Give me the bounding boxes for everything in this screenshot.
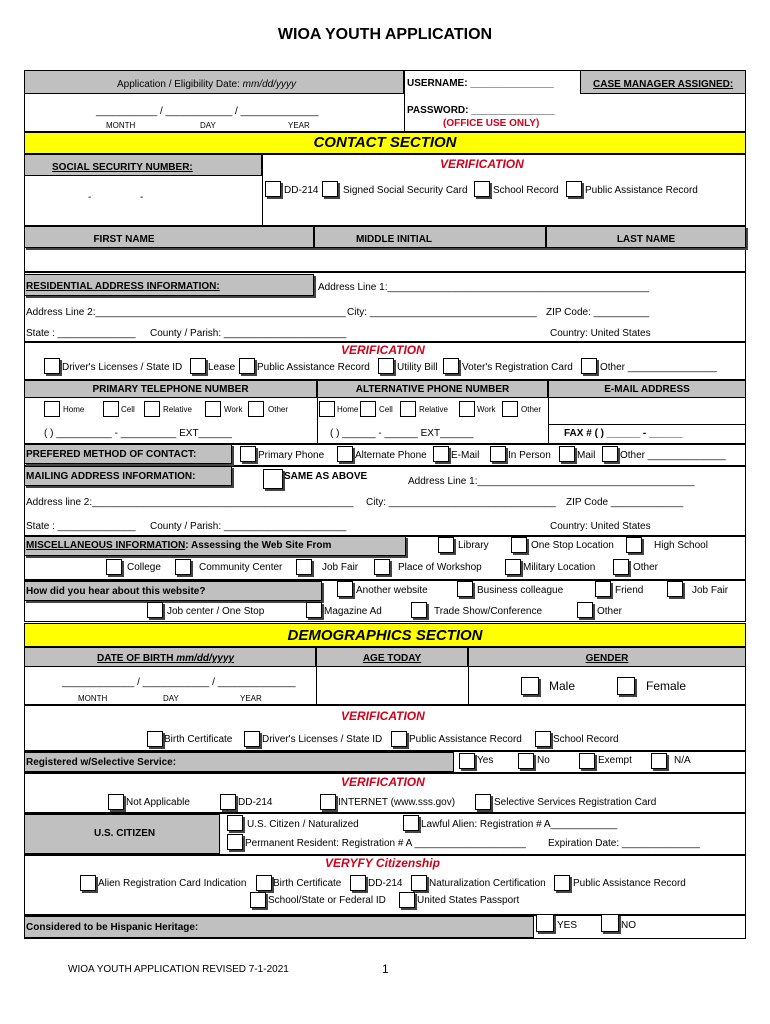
job-center-checkbox[interactable] (147, 602, 163, 618)
utility-bill-checkbox[interactable] (378, 358, 394, 374)
primary-other-label: Other (268, 405, 289, 414)
dob-field[interactable]: _____________ / ____________ / ______________ (62, 677, 296, 688)
public-assistance2-label: Public Assistance Record (257, 362, 370, 373)
voter-registration-label: Voter's Registration Card (462, 362, 573, 373)
pref-alt-phone-checkbox[interactable] (337, 446, 353, 462)
middle-initial-label: MIDDLE INITIAL (355, 234, 433, 245)
selective-no-label: No (537, 755, 550, 766)
demo-dd214-label: DD-214 (238, 797, 273, 808)
library-label: Library (458, 540, 489, 551)
school-record-checkbox[interactable] (474, 181, 490, 197)
public-assistance2-checkbox[interactable] (239, 358, 255, 374)
footer-revision: WIOA YOUTH APPLICATION REVISED 7-1-2021 (68, 964, 289, 975)
gender-label: GENDER (585, 653, 629, 664)
hispanic-yes-checkbox[interactable] (536, 914, 554, 932)
selective-na-label: N/A (674, 755, 691, 766)
permanent-resident-label: Permanent Resident: Registration # A ____________________ (245, 838, 526, 849)
app-date-label: Application / Eligibility Date: mm/dd/yyyy (117, 79, 296, 90)
primary-phone-label: PRIMARY TELEPHONE NUMBER (92, 384, 249, 395)
verify-citizenship-heading: VERYFY Citizenship (325, 856, 440, 870)
pref-primary-phone-label: Primary Phone (258, 450, 325, 461)
alt-cell-checkbox[interactable] (360, 401, 376, 417)
high-school-label: High School (654, 540, 708, 551)
selective-yes-checkbox[interactable] (459, 753, 475, 769)
alt-cell-label: Cell (379, 405, 393, 414)
school-state-id-label: School/State or Federal ID (268, 895, 386, 906)
office-only-note: (OFFICE USE ONLY) (443, 118, 540, 129)
alt-phone-field[interactable]: ( ) ______ - ______ EXT______ (330, 428, 474, 439)
misc-other-checkbox[interactable] (613, 559, 629, 575)
age-label: AGE TODAY (362, 653, 422, 664)
demo-drivers-license-label: Driver's Licenses / State ID (262, 734, 383, 745)
military-location-label: Military Location (523, 562, 596, 573)
trade-show-checkbox[interactable] (411, 602, 427, 618)
one-stop-checkbox[interactable] (511, 537, 527, 553)
ss-card-label: Signed Social Security Card (343, 185, 468, 196)
business-colleague-label: Business colleague (477, 585, 564, 596)
selective-verification-heading: VERIFICATION (341, 775, 425, 789)
month-label: MONTH (106, 121, 136, 130)
hispanic-no-checkbox[interactable] (601, 914, 619, 932)
primary-cell-checkbox[interactable] (103, 401, 119, 417)
high-school-checkbox[interactable] (626, 537, 642, 553)
pref-mail-checkbox[interactable] (559, 446, 575, 462)
magazine-ad-label: Magazine Ad (324, 606, 382, 617)
ssn-dash: - (140, 192, 144, 203)
day-label: DAY (200, 121, 216, 130)
public-assistance-checkbox[interactable] (566, 181, 582, 197)
naturalization-checkbox[interactable] (411, 875, 427, 891)
lease-label: Lease (208, 362, 236, 373)
lease-checkbox[interactable] (190, 358, 206, 374)
friend-checkbox[interactable] (595, 581, 611, 597)
pref-in-person-label: In Person (508, 450, 551, 461)
community-center-checkbox[interactable] (175, 559, 191, 575)
country-label: Country: United States (550, 328, 651, 339)
alt-other-checkbox[interactable] (502, 401, 518, 417)
lawful-alien-checkbox[interactable] (403, 815, 419, 831)
pref-in-person-checkbox[interactable] (490, 446, 506, 462)
demo-school-record-checkbox[interactable] (535, 731, 551, 747)
selective-label: Registered w/Selective Service: (26, 757, 177, 768)
zip-field[interactable]: ZIP Code: __________ (546, 307, 650, 318)
drivers-license-checkbox[interactable] (44, 358, 60, 374)
same-as-above-label: SAME AS ABOVE (284, 471, 368, 482)
same-as-above-checkbox[interactable] (263, 469, 283, 489)
female-label: Female (646, 679, 687, 693)
pref-alt-phone-label: Alternate Phone (355, 450, 427, 461)
selective-no-checkbox[interactable] (518, 753, 534, 769)
citizen-label: U.S. CITIZEN (94, 828, 156, 839)
ssn-label: SOCIAL SECURITY NUMBER: (52, 162, 193, 173)
friend-label: Friend (615, 585, 644, 596)
us-citizen-label: U.S. Citizen / Naturalized (247, 819, 359, 830)
passport-label: United States Passport (417, 895, 520, 906)
selective-na-checkbox[interactable] (651, 753, 667, 769)
heard-label: How did you hear about this website? (26, 586, 206, 597)
pref-email-label: E-Mail (451, 450, 480, 461)
alien-card-checkbox[interactable] (80, 875, 96, 891)
heard-job-fair-label: Job Fair (692, 585, 729, 596)
naturalization-label: Naturalization Certification (429, 878, 546, 889)
alt-home-label: Home (337, 405, 359, 414)
mailing-zip-field[interactable]: ZIP Code _____________ (566, 497, 684, 508)
dob-month-label: MONTH (78, 694, 108, 703)
alt-relative-checkbox[interactable] (400, 401, 416, 417)
another-website-checkbox[interactable] (337, 581, 353, 597)
mailing-county-field[interactable]: County / Parish: ______________________ (150, 521, 347, 532)
password-field[interactable]: PASSWORD: _______________ (407, 105, 555, 116)
dd214-label: DD-214 (284, 185, 319, 196)
hispanic-no-label: NO (621, 920, 636, 931)
address1-field[interactable]: Address Line 1:_______________________________________________ (318, 282, 649, 293)
drivers-license-label: Driver's Licenses / State ID (62, 362, 183, 373)
verification-heading: VERIFICATION (440, 157, 524, 171)
year-label: YEAR (288, 121, 310, 130)
hispanic-label: Considered to be Hispanic Heritage: (26, 922, 199, 933)
misc-other-label: Other (633, 562, 659, 573)
app-date-field[interactable]: ___________ / ____________ / ______________ (96, 106, 319, 117)
pref-other-label: Other ______________ (620, 450, 726, 461)
another-website-label: Another website (356, 585, 428, 596)
dd214-checkbox[interactable] (265, 181, 281, 197)
primary-work-label: Work (224, 405, 243, 414)
birth-certificate-label: Birth Certificate (164, 734, 233, 745)
mailing-city-field[interactable]: City: ______________________________ (366, 497, 556, 508)
selective-exempt-label: Exempt (598, 755, 632, 766)
female-checkbox[interactable] (617, 677, 635, 695)
public-assistance-label: Public Assistance Record (585, 185, 698, 196)
dob-day-label: DAY (163, 694, 179, 703)
mailing-country-label: Country: United States (550, 521, 651, 532)
school-state-id-checkbox[interactable] (250, 892, 266, 908)
alt-phone-label: ALTERNATIVE PHONE NUMBER (355, 384, 510, 395)
vc-public-assistance-label: Public Assistance Record (573, 878, 686, 889)
birth-certificate-checkbox[interactable] (147, 731, 163, 747)
mailing-state-field[interactable]: State : ______________ (26, 521, 136, 532)
us-citizen-checkbox[interactable] (227, 815, 243, 831)
pref-other-checkbox[interactable] (602, 446, 618, 462)
college-label: College (127, 562, 161, 573)
contact-section-title: CONTACT SECTION (313, 134, 457, 151)
form-title: WIOA YOUTH APPLICATION (277, 26, 493, 43)
place-of-workshop-checkbox[interactable] (374, 559, 390, 575)
vc-dd214-checkbox[interactable] (350, 875, 366, 891)
vc-public-assistance-checkbox[interactable] (554, 875, 570, 891)
not-applicable-checkbox[interactable] (108, 794, 124, 810)
sss-card-checkbox[interactable] (475, 794, 491, 810)
heard-other-label: Other (597, 606, 623, 617)
job-fair-checkbox[interactable] (296, 559, 312, 575)
heard-other-checkbox[interactable] (577, 602, 593, 618)
job-fair-label: Job Fair (322, 562, 359, 573)
dob-year-label: YEAR (240, 694, 262, 703)
vc-birth-certificate-label: Birth Certificate (273, 878, 342, 889)
trade-show-label: Trade Show/Conference (434, 606, 543, 617)
residential-label: RESIDENTIAL ADDRESS INFORMATION: (26, 281, 220, 292)
username-field[interactable]: USERNAME: _______________ (407, 78, 554, 89)
ss-card-checkbox[interactable] (322, 181, 338, 197)
primary-relative-label: Relative (163, 405, 192, 414)
demographics-section-title: DEMOGRAPHICS SECTION (287, 627, 483, 644)
voter-registration-checkbox[interactable] (443, 358, 459, 374)
internet-sss-checkbox[interactable] (320, 794, 336, 810)
pref-mail-label: Mail (577, 450, 596, 461)
selective-exempt-checkbox[interactable] (579, 753, 595, 769)
school-record-label: School Record (493, 185, 559, 196)
ssn-dash: - (88, 192, 92, 203)
library-checkbox[interactable] (438, 537, 454, 553)
page-number: 1 (382, 962, 389, 976)
primary-relative-checkbox[interactable] (144, 401, 160, 417)
utility-bill-label: Utility Bill (397, 362, 438, 373)
mailing-address2-field[interactable]: Address line 2:_______________________________________________ (26, 497, 354, 508)
military-location-checkbox[interactable] (505, 559, 521, 575)
primary-other-checkbox[interactable] (248, 401, 264, 417)
other-verification-label: Other ________________ (600, 362, 717, 373)
pref-contact-label: PREFERED METHOD OF CONTACT: (26, 449, 197, 460)
fax-field[interactable]: FAX # ( ) ______ - ______ (564, 428, 683, 439)
alt-other-label: Other (521, 405, 542, 414)
male-checkbox[interactable] (521, 677, 539, 695)
state-field[interactable]: State : ______________ (26, 328, 136, 339)
business-colleague-checkbox[interactable] (457, 581, 473, 597)
place-of-workshop-label: Place of Workshop (398, 562, 482, 573)
mailing-label: MAILING ADDRESS INFORMATION: (26, 471, 196, 482)
primary-cell-label: Cell (121, 405, 135, 414)
primary-home-checkbox[interactable] (44, 401, 60, 417)
demo-drivers-license-checkbox[interactable] (244, 731, 260, 747)
first-name-label: FIRST NAME (93, 234, 155, 245)
selective-yes-label: Yes (477, 755, 494, 766)
mailing-address1-field[interactable]: Address Line 1:_______________________________________ (408, 476, 695, 487)
internet-sss-label: INTERNET (www.sss.gov) (338, 797, 456, 808)
city-field[interactable]: City: ______________________________ (347, 307, 537, 318)
passport-checkbox[interactable] (399, 892, 415, 908)
alt-work-checkbox[interactable] (459, 401, 475, 417)
not-applicable-label: Not Applicable (126, 797, 190, 808)
primary-home-label: Home (63, 405, 85, 414)
permanent-resident-checkbox[interactable] (227, 834, 243, 850)
other-verification-checkbox[interactable] (581, 358, 597, 374)
misc-label: MISCELLANEOUS INFORMATION: Assessing the Web Site From (26, 540, 332, 551)
county-field[interactable]: County / Parish: ______________________ (150, 328, 347, 339)
address2-field[interactable]: Address Line 2:_____________________________________________ (26, 307, 346, 318)
alien-card-label: Alien Registration Card Indication (98, 878, 247, 889)
community-center-label: Community Center (199, 562, 283, 573)
last-name-label: LAST NAME (616, 234, 676, 245)
demo-school-record-label: School Record (553, 734, 619, 745)
alt-relative-label: Relative (419, 405, 448, 414)
vc-dd214-label: DD-214 (368, 878, 403, 889)
one-stop-label: One Stop Location (531, 540, 614, 551)
dob-verification-heading: VERIFICATION (341, 709, 425, 723)
sss-card-label: Selective Services Registration Card (494, 797, 657, 808)
male-label: Male (549, 679, 576, 693)
demo-public-assistance-label: Public Assistance Record (409, 734, 522, 745)
primary-phone-field[interactable]: ( ) __________ - __________ EXT______ (44, 428, 232, 439)
job-center-label: Job center / One Stop (167, 606, 265, 617)
primary-work-checkbox[interactable] (205, 401, 221, 417)
demo-dd214-checkbox[interactable] (220, 794, 236, 810)
expiration-date-field[interactable]: Expiration Date: ______________ (548, 838, 700, 849)
hispanic-yes-label: YES (557, 920, 578, 931)
case-manager-label: CASE MANAGER ASSIGNED: (593, 79, 734, 90)
alt-work-label: Work (477, 405, 496, 414)
alt-home-checkbox[interactable] (319, 401, 335, 417)
heard-job-fair-checkbox[interactable] (667, 581, 683, 597)
college-checkbox[interactable] (106, 559, 122, 575)
pref-primary-phone-checkbox[interactable] (240, 446, 256, 462)
pref-email-checkbox[interactable] (433, 446, 449, 462)
lawful-alien-label: Lawful Alien: Registration # A____________ (421, 819, 618, 830)
magazine-ad-checkbox[interactable] (306, 602, 322, 618)
demo-public-assistance-checkbox[interactable] (391, 731, 407, 747)
vc-birth-certificate-checkbox[interactable] (256, 875, 272, 891)
dob-label: DATE OF BIRTH mm/dd/yyyy (97, 653, 235, 664)
verification2-heading: VERIFICATION (341, 343, 425, 357)
email-label: E-MAIL ADDRESS (604, 384, 690, 395)
